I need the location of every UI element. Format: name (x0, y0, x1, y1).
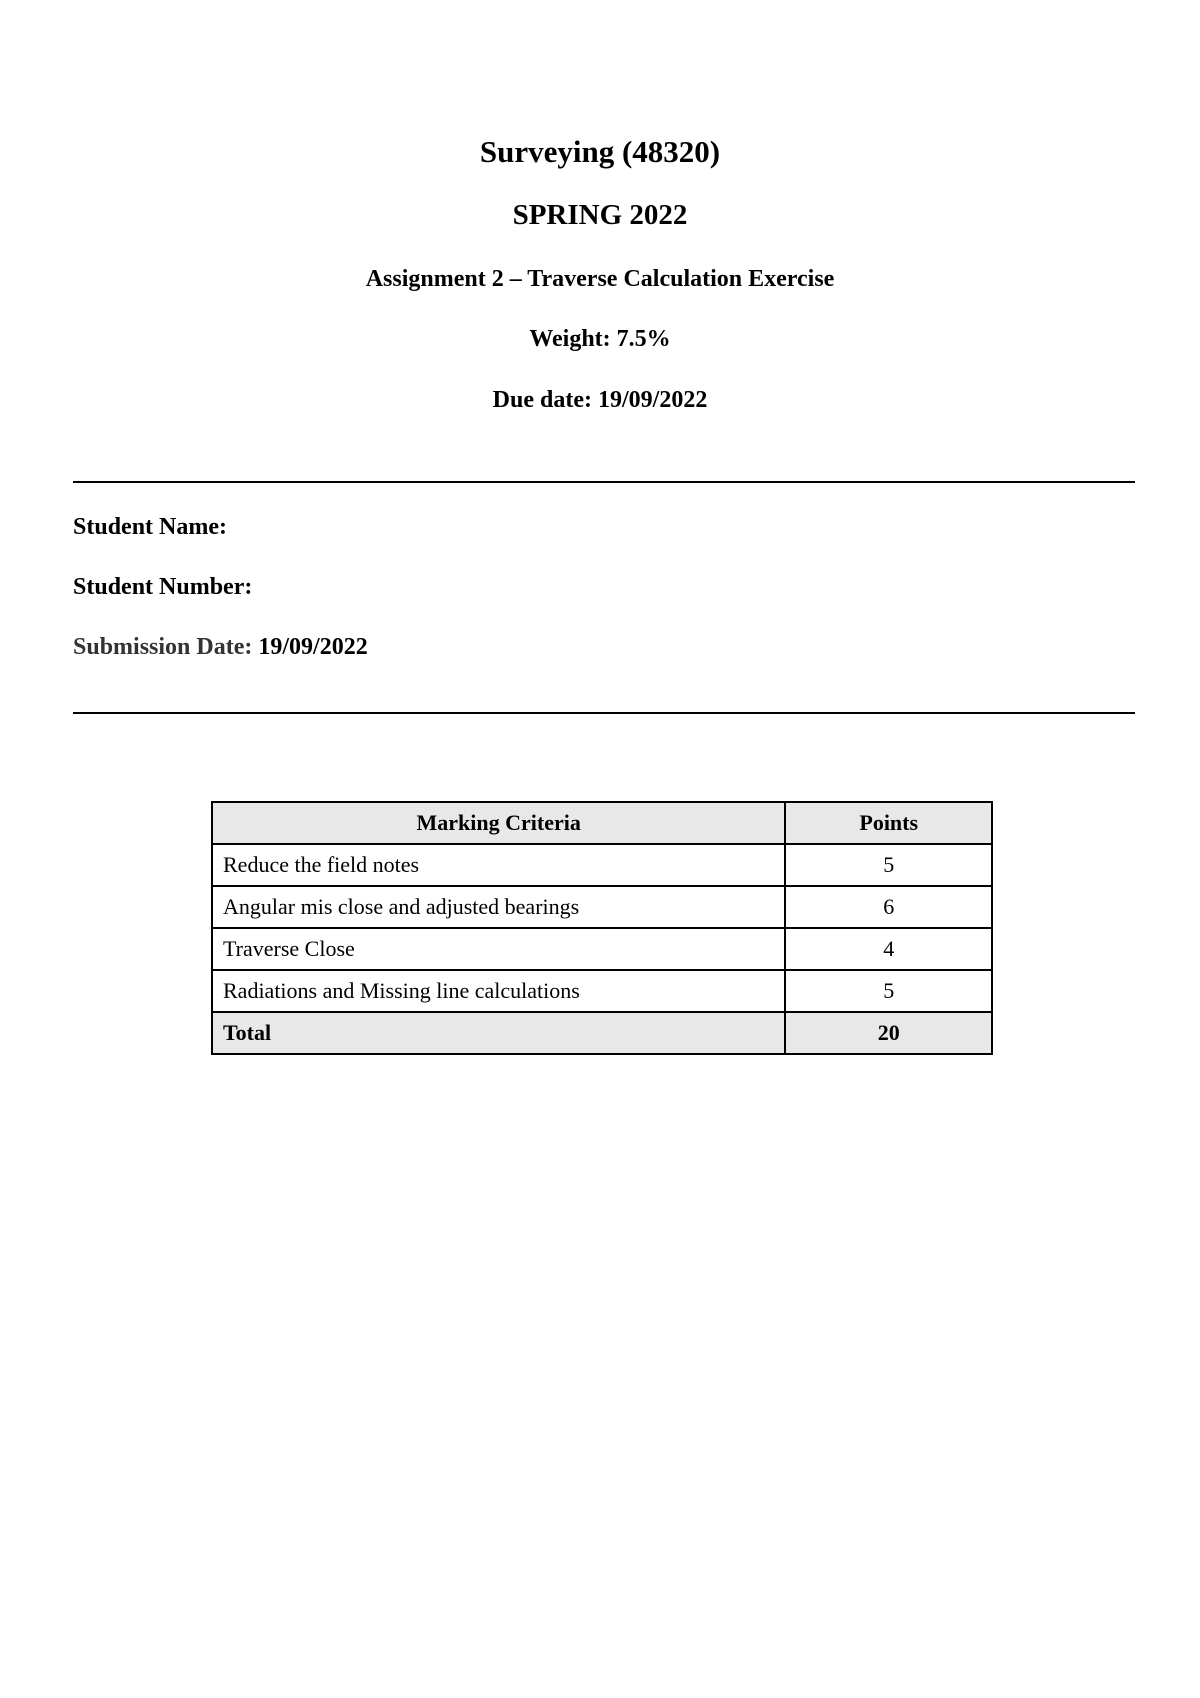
table-row (212, 886, 992, 928)
divider-top (73, 481, 1135, 483)
total-points: 20 (785, 1012, 992, 1054)
table-header-row (212, 802, 992, 844)
criterion-cell: Radiations and Missing line calculations (212, 970, 785, 1012)
points-cell: 4 (785, 928, 992, 970)
weight-line: Weight: 7.5% (529, 326, 671, 352)
submission-date-line (73, 634, 368, 661)
divider-bottom (73, 712, 1135, 714)
submission-date-label: Submission Date: (73, 634, 253, 660)
assignment-title: Assignment 2 – Traverse Calculation Exercise (365, 266, 835, 292)
total-row (212, 1012, 992, 1054)
table-row (212, 844, 992, 886)
submission-date-value: 19/09/2022 (258, 634, 368, 660)
column-header-points: Points (785, 802, 992, 844)
due-date-line: Due date: 19/09/2022 (492, 387, 708, 413)
criterion-cell: Reduce the field notes (212, 844, 785, 886)
table-row (212, 970, 992, 1012)
points-cell: 5 (785, 970, 992, 1012)
criterion-cell: Traverse Close (212, 928, 785, 970)
course-title: Surveying (48320) (479, 134, 721, 169)
column-header-criteria: Marking Criteria (212, 802, 785, 844)
points-cell: 5 (785, 844, 992, 886)
total-label: Total (212, 1012, 785, 1054)
criterion-cell: Angular mis close and adjusted bearings (212, 886, 785, 928)
marking-criteria-table (211, 801, 993, 1055)
term-heading: SPRING 2022 (512, 199, 688, 231)
student-name-label: Student Name: (73, 514, 227, 540)
points-cell: 6 (785, 886, 992, 928)
table-row (212, 928, 992, 970)
student-number-label: Student Number: (73, 574, 253, 600)
